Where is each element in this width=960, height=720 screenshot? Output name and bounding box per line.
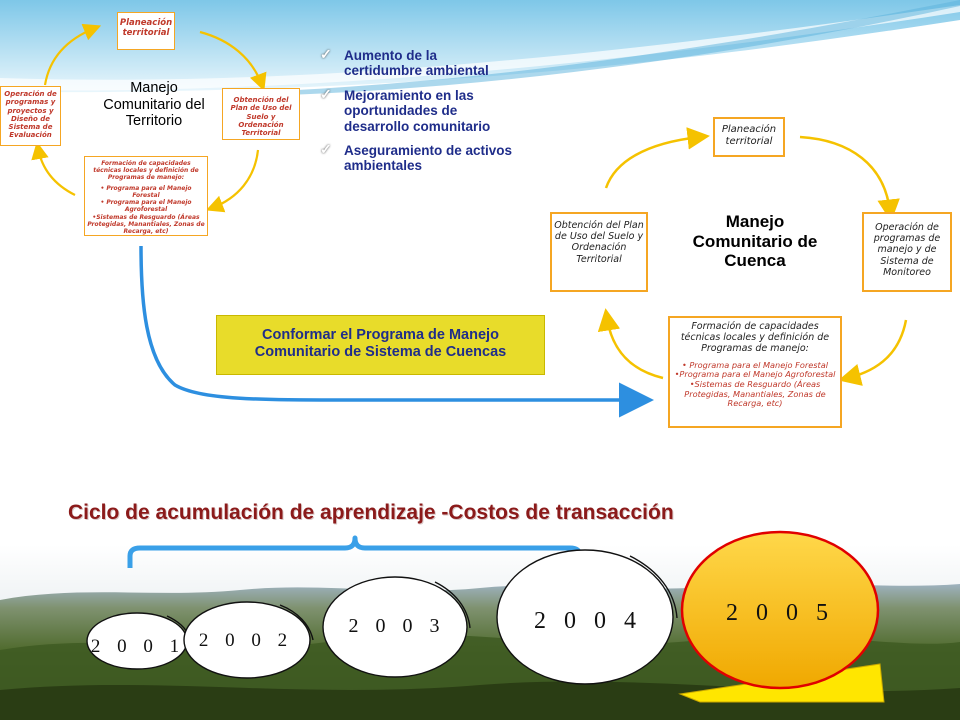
- year-label-2005: 2 0 0 5: [726, 600, 834, 626]
- large-cycle-title: Manejo Comunitario de Cuenca: [692, 212, 818, 271]
- program-box: Conformar el Programa de Manejo Comunitario de Sistema de Cuencas: [216, 315, 545, 375]
- small-left-box: Operación de programas y proyectos y Diseño de Sistema de Evaluación: [0, 86, 61, 146]
- small-bottom-heading: Formación de capacidades técnicas locales y definición de Programas de manejo:: [93, 160, 199, 182]
- small-bottom-item: • Programa para el Manejo Forestal: [100, 185, 192, 200]
- benefit-item: ✓ Aumento de la certidumbre ambiental: [320, 46, 489, 79]
- year-label-2001: 2 0 0 1: [90, 636, 186, 657]
- check-icon: ✓: [320, 46, 332, 62]
- year-label-2004: 2 0 0 4: [534, 608, 642, 634]
- large-bottom-heading: Formación de capacidades técnicas locales y definición de Programas de manejo:: [680, 321, 830, 355]
- large-bottom-item: •Sistemas de Resguardo (Áreas Protegidas, Manantiales, Zonas de Recarga, etc): [684, 378, 826, 409]
- large-bottom-box: [668, 316, 842, 428]
- benefit-item: ✓ Mejoramiento en las oportunidades de desarrollo comunitario: [320, 85, 491, 134]
- large-bottom-item: • Programa para el Manejo Forestal: [681, 359, 829, 370]
- small-top-box: Planeación territorial: [117, 12, 175, 50]
- small-bottom-item: •Sistemas de Resguardo (Áreas Protegidas, Manantiales, Zonas de Recarga, etc): [87, 213, 205, 235]
- bracket: [130, 538, 580, 568]
- check-icon: ✓: [320, 85, 332, 102]
- cycle-heading: Ciclo de acumulación de aprendizaje -Costos de transacción: [68, 501, 674, 524]
- large-left-box: Obtención del Plan de Uso del Suelo y Ordenación Territorial: [550, 212, 648, 292]
- year-label-2002: 2 0 0 2: [198, 630, 294, 651]
- year-label-2003: 2 0 0 3: [348, 615, 446, 637]
- check-icon: ✓: [320, 140, 332, 157]
- large-bottom-item: •Programa para el Manejo Agroforestal: [674, 369, 836, 380]
- small-right-box: Obtención del Plan de Uso del Suelo y Ordenación Territorial: [222, 88, 300, 140]
- large-right-box: Operación de programas de manejo y de Sistema de Monitoreo: [862, 212, 952, 292]
- large-top-box: Planeación territorial: [713, 117, 785, 157]
- small-bottom-item: • Programa para el Manejo Agroforestal: [100, 199, 192, 214]
- benefit-item: ✓ Aseguramiento de activos ambientales: [320, 140, 513, 174]
- small-cycle-title: Manejo Comunitario del Territorio: [103, 80, 205, 130]
